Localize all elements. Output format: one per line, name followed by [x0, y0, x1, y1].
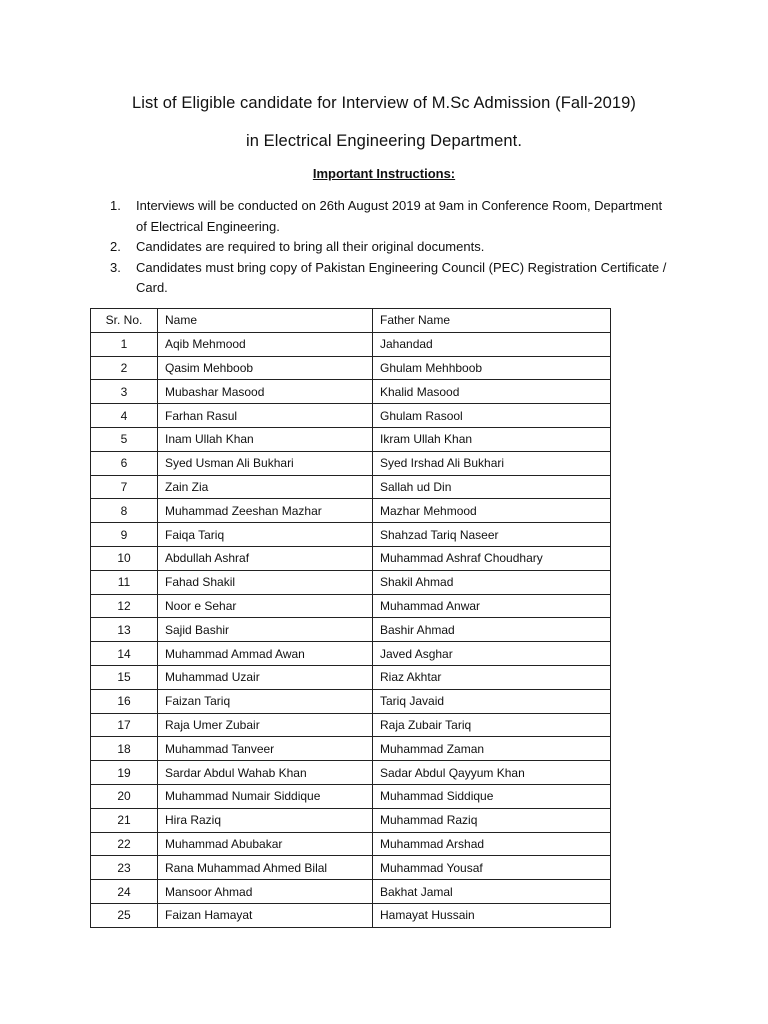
table-row: [91, 880, 611, 904]
table-cell-sr-no: 8: [91, 499, 158, 523]
candidates-table: [90, 308, 611, 928]
table-cell-sr-no: 10: [91, 546, 158, 570]
table-row: [91, 380, 611, 404]
table-cell-name: Hira Raziq: [158, 808, 373, 832]
table-row: [91, 903, 611, 927]
table-cell-name: Raja Umer Zubair: [158, 713, 373, 737]
column-header-father-name: Father Name: [373, 309, 611, 333]
table-cell-father-name: Muhammad Yousaf: [373, 856, 611, 880]
table-cell-sr-no: 12: [91, 594, 158, 618]
instruction-number: 1.: [110, 198, 121, 213]
table-cell-name: Fahad Shakil: [158, 570, 373, 594]
table-cell-father-name: Sallah ud Din: [373, 475, 611, 499]
table-cell-sr-no: 2: [91, 356, 158, 380]
document-title: List of Eligible candidate for Interview of M.Sc Admission (Fall-2019): [131, 94, 637, 112]
table-cell-sr-no: 4: [91, 404, 158, 428]
table-cell-father-name: Shahzad Tariq Naseer: [373, 523, 611, 547]
table-cell-father-name: Javed Asghar: [373, 642, 611, 666]
table-cell-sr-no: 13: [91, 618, 158, 642]
table-row: [91, 404, 611, 428]
table-cell-name: Sardar Abdul Wahab Khan: [158, 761, 373, 785]
table-cell-father-name: Bashir Ahmad: [373, 618, 611, 642]
table-body: [91, 332, 611, 927]
instruction-text: Candidates are required to bring all their original documents.: [136, 239, 485, 254]
table-cell-name: Muhammad Ammad Awan: [158, 642, 373, 666]
table-cell-name: Muhammad Tanveer: [158, 737, 373, 761]
table-cell-sr-no: 19: [91, 761, 158, 785]
table-cell-father-name: Ikram Ullah Khan: [373, 427, 611, 451]
table-row: [91, 594, 611, 618]
instruction-number: 3.: [110, 259, 121, 275]
column-header-name: Name: [158, 309, 373, 333]
table-cell-name: Aqib Mehmood: [158, 332, 373, 356]
table-cell-father-name: Raja Zubair Tariq: [373, 713, 611, 737]
table-cell-father-name: Jahandad: [373, 332, 611, 356]
table-cell-name: Muhammad Abubakar: [158, 832, 373, 856]
table-cell-sr-no: 22: [91, 832, 158, 856]
table-row: [91, 832, 611, 856]
table-cell-name: Noor e Sehar: [158, 594, 373, 618]
table-cell-name: Sajid Bashir: [158, 618, 373, 642]
instructions-list: [110, 196, 670, 299]
table-row: [91, 618, 611, 642]
table-row: [91, 546, 611, 570]
table-cell-father-name: Khalid Masood: [373, 380, 611, 404]
table-cell-sr-no: 11: [91, 570, 158, 594]
table-cell-father-name: Shakil Ahmad: [373, 570, 611, 594]
table-cell-name: Mansoor Ahmad: [158, 880, 373, 904]
table-cell-name: Rana Muhammad Ahmed Bilal: [158, 856, 373, 880]
table-cell-name: Faizan Hamayat: [158, 903, 373, 927]
instruction-text: Interviews will be conducted on 26th August 2019 at 9am in Conference Room, Department of Electrical Engineering.: [136, 198, 663, 234]
table-row: [91, 523, 611, 547]
instruction-number: 2.: [110, 239, 121, 254]
table-cell-name: Muhammad Zeeshan Mazhar: [158, 499, 373, 523]
table-cell-father-name: Muhammad Anwar: [373, 594, 611, 618]
table-row: [91, 761, 611, 785]
table-row: [91, 475, 611, 499]
table-cell-father-name: Riaz Akhtar: [373, 665, 611, 689]
table-row: [91, 570, 611, 594]
table-cell-sr-no: 6: [91, 451, 158, 475]
table-row: [91, 451, 611, 475]
table-cell-sr-no: 25: [91, 903, 158, 927]
table-cell-sr-no: 3: [91, 380, 158, 404]
table-cell-father-name: Muhammad Raziq: [373, 808, 611, 832]
table-cell-name: Mubashar Masood: [158, 380, 373, 404]
table-cell-father-name: Ghulam Mehhboob: [373, 356, 611, 380]
table-cell-father-name: Muhammad Siddique: [373, 784, 611, 808]
table-row: [91, 665, 611, 689]
instruction-text: Candidates must bring copy of Pakistan Engineering Council (PEC) Registration Certificate / Card.: [136, 259, 667, 295]
table-cell-sr-no: 1: [91, 332, 158, 356]
table-cell-father-name: Bakhat Jamal: [373, 880, 611, 904]
table-cell-name: Faizan Tariq: [158, 689, 373, 713]
column-header-sr-no: Sr. No.: [91, 309, 158, 333]
table-cell-sr-no: 16: [91, 689, 158, 713]
table-row: [91, 856, 611, 880]
table-cell-father-name: Muhammad Arshad: [373, 832, 611, 856]
table-cell-father-name: Muhammad Ashraf Choudhary: [373, 546, 611, 570]
table-cell-father-name: Hamayat Hussain: [373, 903, 611, 927]
table-cell-sr-no: 17: [91, 713, 158, 737]
document-subtitle: in Electrical Engineering Department.: [245, 132, 523, 150]
table-row: [91, 737, 611, 761]
table-cell-name: Muhammad Uzair: [158, 665, 373, 689]
table-cell-father-name: Tariq Javaid: [373, 689, 611, 713]
table-row: [91, 427, 611, 451]
instruction-item: [110, 258, 670, 299]
table-cell-sr-no: 7: [91, 475, 158, 499]
table-cell-sr-no: 14: [91, 642, 158, 666]
table-cell-sr-no: 15: [91, 665, 158, 689]
table-cell-father-name: Sadar Abdul Qayyum Khan: [373, 761, 611, 785]
instruction-item: [110, 237, 670, 258]
table-header-row: [91, 309, 611, 333]
table-cell-name: Abdullah Ashraf: [158, 546, 373, 570]
table-cell-name: Qasim Mehboob: [158, 356, 373, 380]
table-row: [91, 808, 611, 832]
table-row: [91, 689, 611, 713]
table-row: [91, 356, 611, 380]
table-cell-name: Inam Ullah Khan: [158, 427, 373, 451]
table-cell-sr-no: 21: [91, 808, 158, 832]
instruction-item: [110, 196, 670, 237]
table-cell-name: Zain Zia: [158, 475, 373, 499]
table-cell-name: Syed Usman Ali Bukhari: [158, 451, 373, 475]
table-cell-father-name: Muhammad Zaman: [373, 737, 611, 761]
table-cell-name: Farhan Rasul: [158, 404, 373, 428]
instructions-heading: Important Instructions:: [312, 166, 456, 181]
table-cell-name: Faiqa Tariq: [158, 523, 373, 547]
table-cell-father-name: Syed Irshad Ali Bukhari: [373, 451, 611, 475]
table-cell-sr-no: 5: [91, 427, 158, 451]
table-cell-sr-no: 23: [91, 856, 158, 880]
table-cell-sr-no: 18: [91, 737, 158, 761]
table-row: [91, 642, 611, 666]
table-cell-name: Muhammad Numair Siddique: [158, 784, 373, 808]
table-row: [91, 784, 611, 808]
table-row: [91, 713, 611, 737]
table-cell-father-name: Ghulam Rasool: [373, 404, 611, 428]
table-cell-father-name: Mazhar Mehmood: [373, 499, 611, 523]
table-cell-sr-no: 9: [91, 523, 158, 547]
table-cell-sr-no: 20: [91, 784, 158, 808]
table-row: [91, 332, 611, 356]
table-row: [91, 499, 611, 523]
table-cell-sr-no: 24: [91, 880, 158, 904]
